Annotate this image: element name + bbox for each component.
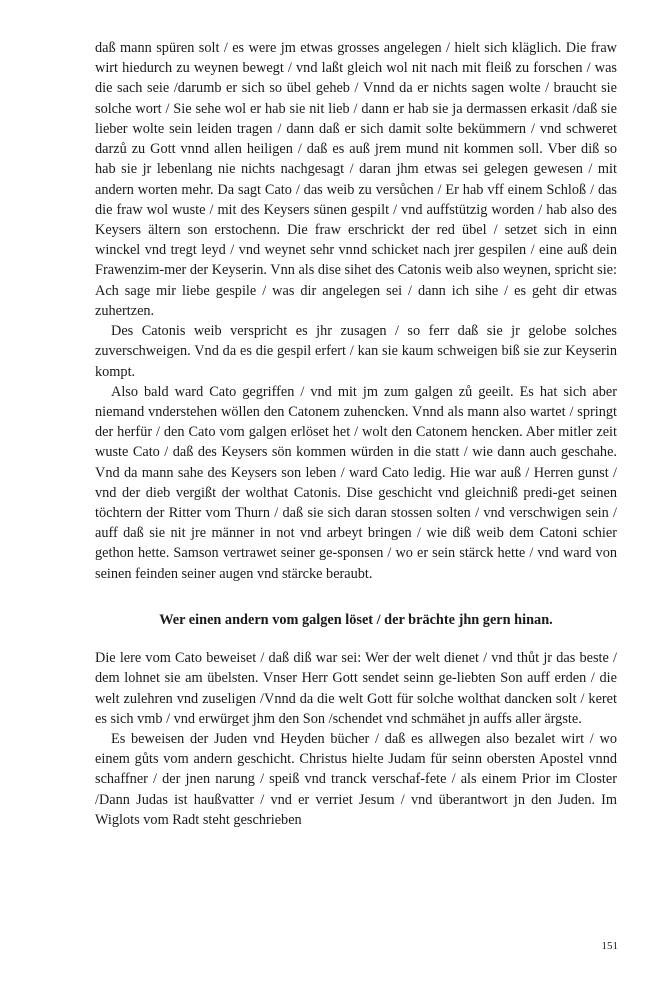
body-paragraph: Es beweisen der Juden vnd Heyden bücher / daß es allwegen also bezalet wirt / wo einem gůts vom andern geschicht. Christus hielte Judam für seinn obersten Apostel vnnd schaffner / der jnen narung / speiß vnd tranck verschaf-fete / als einem Prior im Closter /Dann Judas ist haußvatter / vnd er verriet Jesum / vnd überantwort jn den Juden. Im Wiglots vom Radt steht geschrieben bbox=[95, 731, 617, 828]
body-paragraph: Des Catonis weib verspricht es jhr zusagen / so ferr daß sie jr gelobe solches zuverschweigen. Vnd da es die gespil erfert / kan sie kaum schweigen biß sie zur Keyserin kompt. bbox=[95, 323, 617, 380]
section-heading: Wer einen andern vom galgen löset / der brächte jhn gern hinan. bbox=[159, 611, 553, 628]
page-content bbox=[95, 38, 617, 830]
page-number: 151 bbox=[601, 940, 618, 952]
spacer bbox=[95, 630, 617, 648]
body-paragraph: Also bald ward Cato gegriffen / vnd mit jm zum galgen zů geeilt. Es hat sich aber niemand vnderstehen wöllen den Catonem zuhencken. Vnnd als mann also wartet / springt der herfür / den Cato vom galgen erlöset het / wolt den Catonem hencken. Aber mitler zeit wuste Cato / daß des Keysers sön kommen würden in die statt / wie dann auch geschahe. Vnd da mann sahe des Keysers son leben / ward Cato ledig. Hie war auß / Herren gunst / vnd der dieb vergißt der wolthat Catonis. Dise geschicht vnd gleichniß predi-get seinen töchtern der Ritter vom Thurn / daß sie sich daran stossen solten / vnd verschwigen sein / auff daß sie nit jre männer in not vnd arbeyt bringen / wie diß weib dem Catoni schier gethon hette. Samson vertrawet seiner ge-sponsen / wo er sein stärck hette / vnd ward von seinen feinden seiner augen vnd stärcke beraubt. bbox=[95, 383, 617, 582]
body-paragraph: daß mann spüren solt / es were jm etwas grosses angelegen / hielt sich kläglich. Die fraw wirt hiedurch zu weynen bewegt / vnd laßt gleich wol nit nach mit fleiß zu forschen / was die sach seie /darumb er sich so übel geheb / Vnnd da er nichts sagen wolte / braucht sie solche wort / Sie sehe wol er hab sie nit lieb / dann er hab sie ja dermassen erkasit /daß sie lieber wolte sein leiden tragen / dann daß er sich damit solte bekümmern / vnd schweret darzů zu Gott vnnd allen heiligen / daß es auß jrem mund nit kommen soll. Vber diß so hab sie jr lebenlang nie nichts nachgesagt / daran jhm etwas sei gelegen gewesen / mit andern worten mehr. Da sagt Cato / das weib zu versůchen / Er hab vff einem Schloß / das die fraw wol wuste / mit des Keysers sünen gespilt / vnd auffstützig worden / hab also des Keysers ältern son erstochenn. Die fraw erschrickt der red übel / setzet sich in einn winckel vnd tregt leyd / vnd weynet sehr vnnd schicket nach jrer gespilen / eine auß dein Frawenzim-mer der Keyserin. Vnn als dise sihet des Catonis weib also weynen, spricht sie: Ach sage mir liebe gespile / was dir angelegen sei / dann ich sihe / es geht dir etwas zuhertzen. bbox=[95, 40, 617, 319]
spacer bbox=[95, 584, 617, 610]
body-paragraph: Die lere vom Cato beweiset / daß diß war sei: Wer der welt dienet / vnd thůt jr das beste / dem lohnet sie am übelsten. Vnser Herr Gott sendet seinn ge-liebten Son auff erden / die welt zulehren vnd zuseligen /Vnnd da die welt Gott für solche wolthat dancken solt / keret es sich vmb / vnd erwürget jhm den Son /schendet vnd schmähet jn auffs aller ärgste. bbox=[95, 650, 617, 727]
